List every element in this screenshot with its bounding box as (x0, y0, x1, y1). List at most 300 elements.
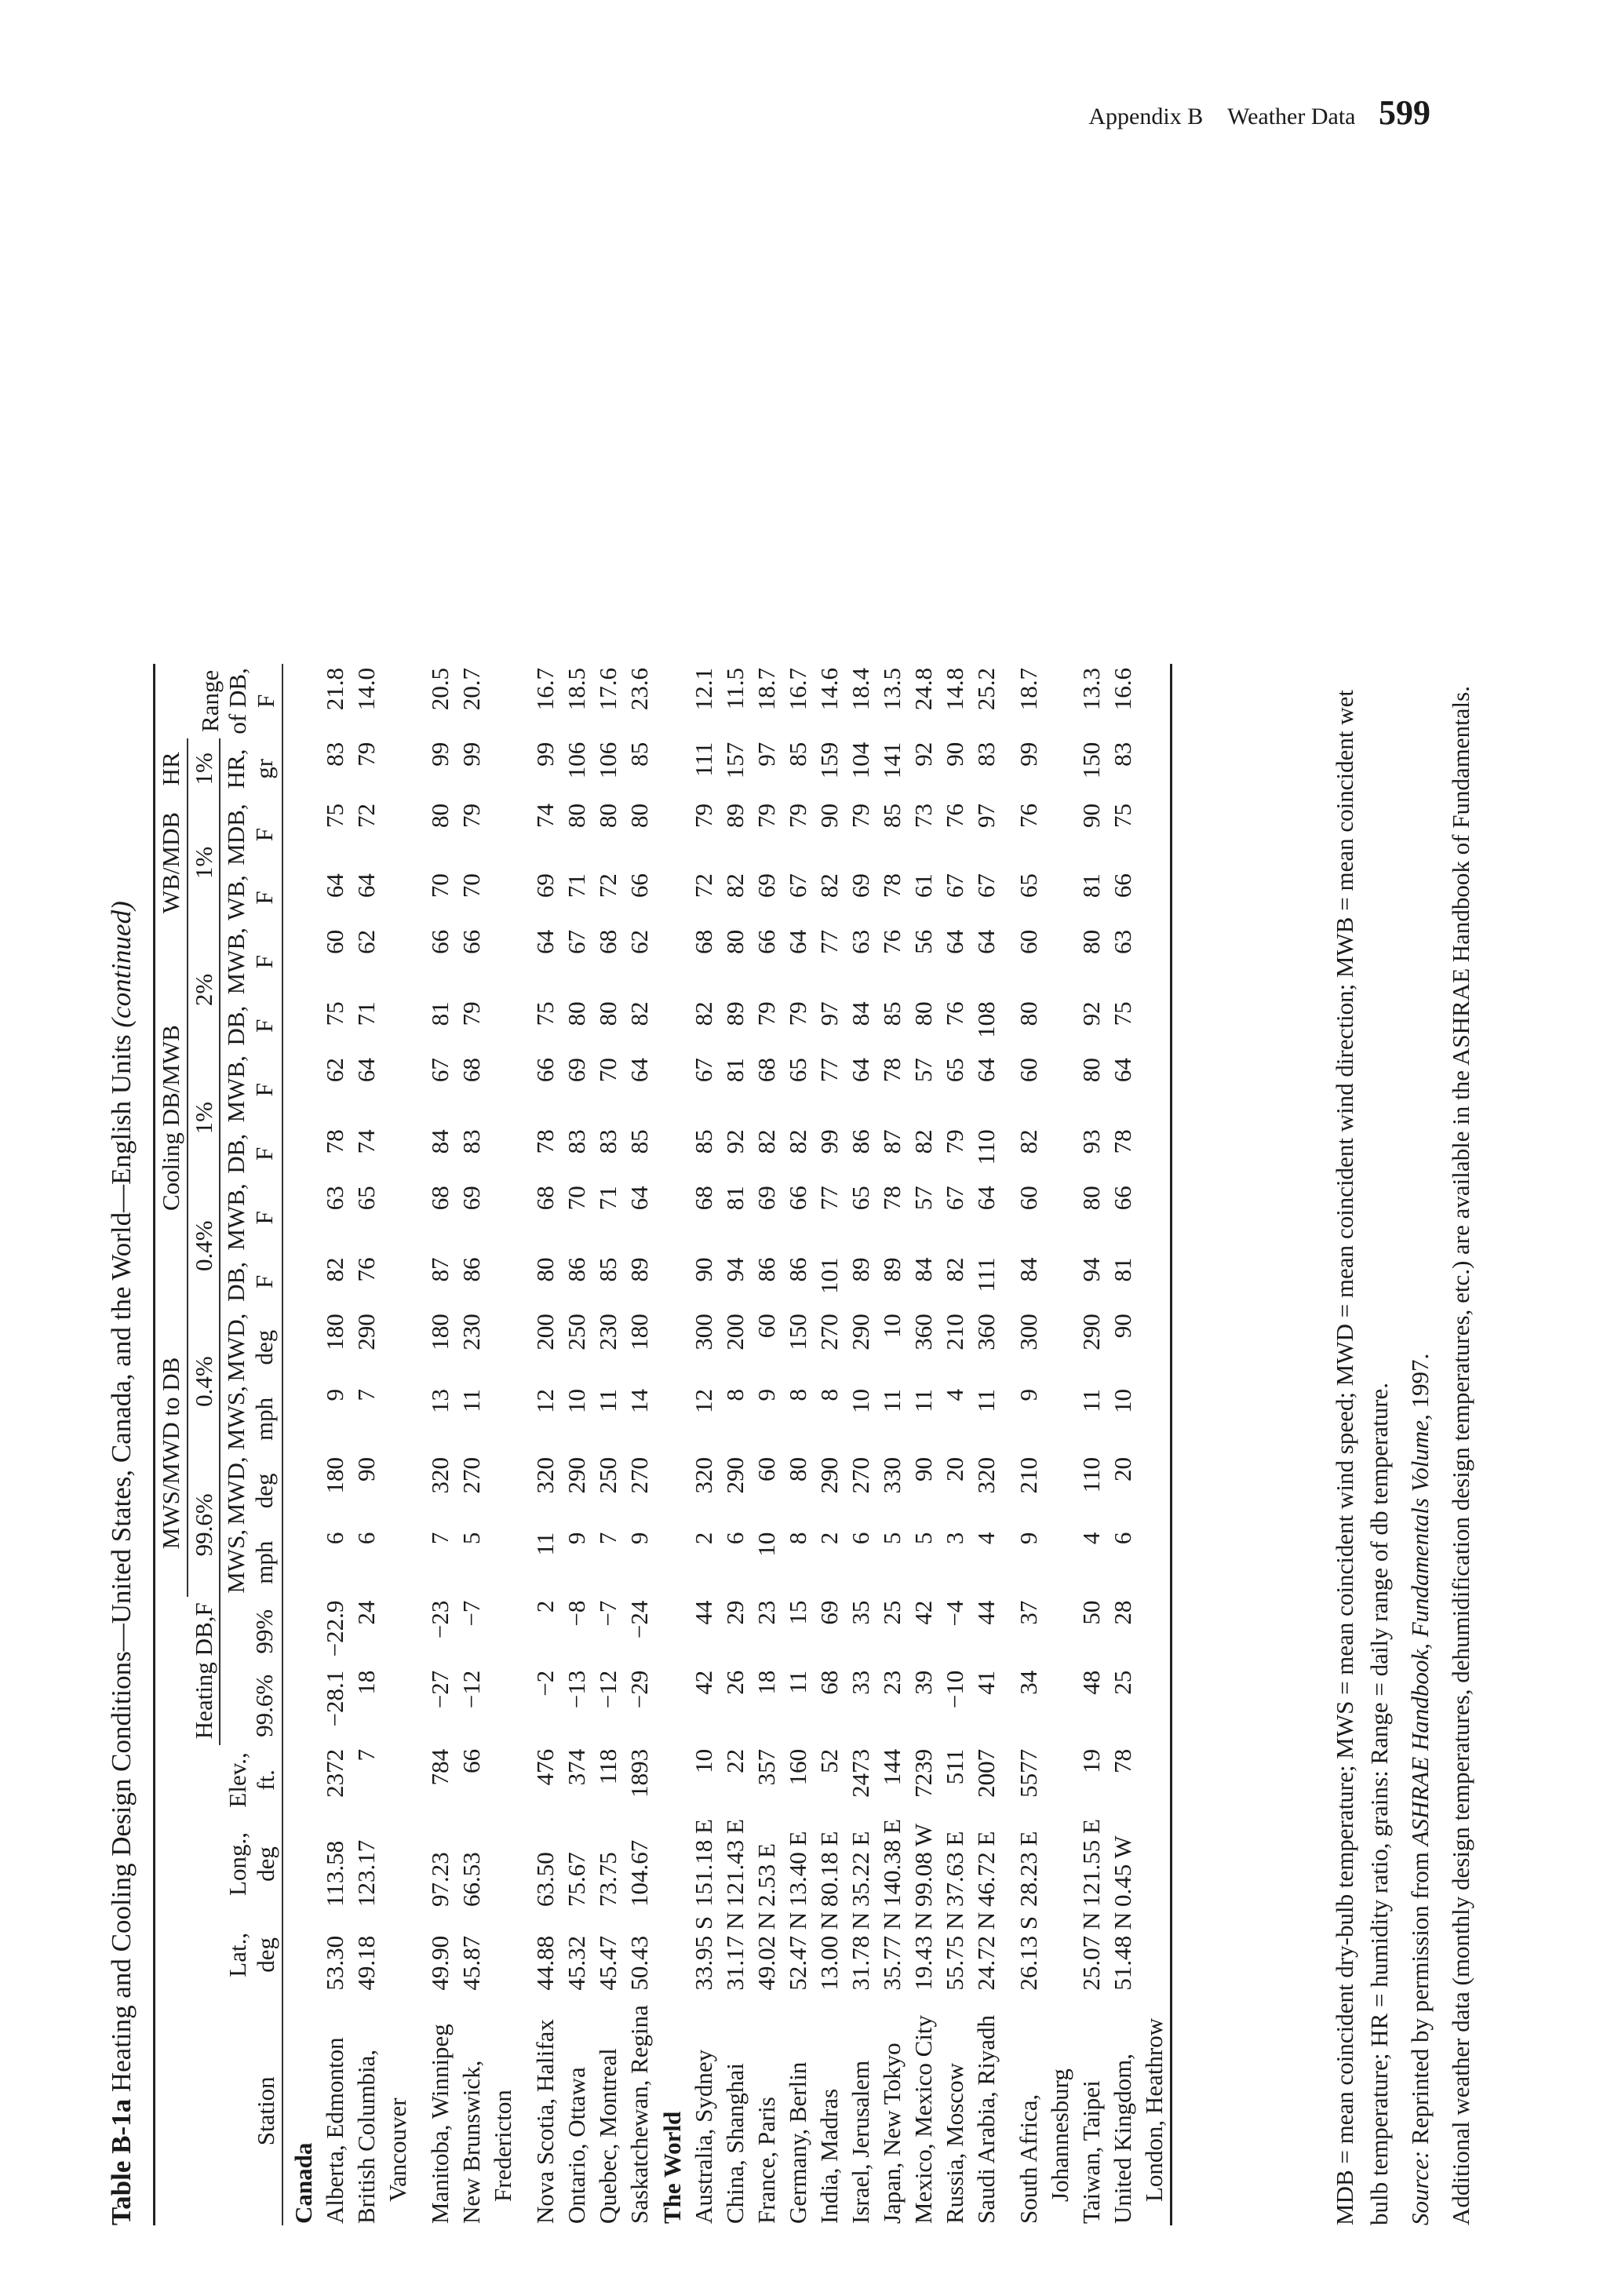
cell-mwb2: 77 (814, 929, 843, 954)
cell-lat: 33.95 S (689, 1915, 717, 1991)
cell-wb: 78 (877, 873, 906, 898)
cell-lon: 73.75 (593, 1852, 621, 1908)
cell-lat: 45.47 (593, 1935, 621, 1991)
cell-mwd1: 20 (1108, 1456, 1136, 1481)
cell-mdb: 79 (752, 804, 780, 828)
cell-mws2: 12 (689, 1388, 717, 1413)
cell-lat: 35.77 N (877, 1912, 906, 1991)
cell-mwd2: 270 (814, 1314, 843, 1350)
cell-wb: 69 (752, 873, 780, 898)
cell-mwd1: 270 (457, 1456, 485, 1494)
table-row (456, 664, 487, 2225)
cell-mwb2: 68 (689, 929, 717, 954)
cell-lon: 75.67 (562, 1852, 590, 1908)
cell-db1: 82 (1014, 1129, 1042, 1154)
cell-mwd1: 320 (530, 1456, 559, 1494)
cell-db1: 82 (909, 1129, 937, 1154)
source-note (1403, 656, 1438, 2225)
cell-wb: 67 (971, 873, 1000, 898)
cell-mwb04: 66 (1108, 1186, 1136, 1211)
cell-db2: 75 (320, 1001, 348, 1026)
cell-wb: 66 (1108, 873, 1136, 898)
cell-db2: 97 (814, 1001, 843, 1026)
cell-hr: 83 (320, 742, 348, 767)
station-name: Israel, Jerusalem (846, 2060, 874, 2224)
cell-mws1: 11 (530, 1532, 559, 1556)
cell-mdb: 80 (593, 804, 621, 828)
cell-hr: 83 (971, 742, 1000, 767)
cell-mws2: 8 (720, 1388, 749, 1401)
cell-hr: 106 (562, 742, 590, 779)
col-heat-99: 99% (250, 1609, 278, 1654)
col-elev: Elev., ft. (224, 1752, 279, 1808)
cell-db04: 84 (909, 1257, 937, 1282)
cell-mwb04: 57 (909, 1186, 937, 1211)
cell-db1: 92 (720, 1129, 749, 1154)
station-name: South Africa, (1014, 2094, 1042, 2224)
cell-db1: 83 (593, 1129, 621, 1154)
cell-h996: 18 (752, 1670, 780, 1695)
cell-db04: 86 (752, 1257, 780, 1282)
cell-mwd2: 200 (720, 1314, 749, 1350)
cell-db04: 111 (971, 1257, 1000, 1292)
cell-h996: 25 (1108, 1670, 1136, 1695)
cell-lat: 51.48 N (1108, 1912, 1136, 1991)
cell-mwb04: 67 (940, 1186, 968, 1211)
cell-mdb: 74 (530, 804, 559, 828)
cell-mws2: 10 (1108, 1388, 1136, 1413)
cell-mdb: 80 (425, 804, 454, 828)
cell-hr: 83 (1108, 742, 1136, 767)
cell-elev: 2473 (846, 1748, 874, 1798)
cell-mws1: 5 (909, 1532, 937, 1545)
cell-mwb1: 68 (457, 1058, 485, 1083)
cell-h99: −22.9 (320, 1600, 348, 1657)
source-book: ASHRAE Handbook, Fundamentals Volume (1406, 1420, 1434, 1846)
cell-range: 11.5 (720, 668, 749, 710)
cell-mwd2: 290 (1077, 1314, 1105, 1350)
cell-db2: 82 (625, 1001, 653, 1026)
cell-db04: 89 (625, 1257, 653, 1282)
cell-lon: 121.55 E (1077, 1819, 1105, 1908)
station-name: Germany, Berlin (783, 2061, 811, 2224)
cell-mwd1: 90 (352, 1456, 380, 1481)
cell-db1: 85 (625, 1129, 653, 1154)
cell-mwb2: 66 (752, 929, 780, 954)
cell-h996: 26 (720, 1670, 749, 1695)
cell-mwb2: 64 (783, 929, 811, 954)
cell-elev: 10 (689, 1748, 717, 1773)
cell-elev: 476 (530, 1748, 559, 1786)
page-number: 599 (1379, 93, 1430, 132)
cell-mws2: 12 (530, 1388, 559, 1413)
cell-db2: 80 (909, 1001, 937, 1026)
section-title: Canada (289, 2142, 317, 2224)
col-hr: HR, gr (222, 749, 278, 789)
cell-h99: 24 (352, 1600, 380, 1625)
cell-lon: 97.23 (425, 1852, 454, 1908)
cell-mwd2: 150 (783, 1314, 811, 1350)
cell-lat: 45.32 (562, 1935, 590, 1991)
cell-mwb1: 67 (689, 1058, 717, 1083)
station-name-continued: Johannesburg (1045, 2068, 1073, 2202)
cell-db1: 84 (425, 1129, 454, 1154)
table-title (106, 901, 137, 2225)
chapter-title: Weather Data (1227, 104, 1356, 129)
cell-mwd1: 20 (940, 1456, 968, 1481)
station-name: Japan, New Tokyo (877, 2043, 906, 2224)
cell-elev: 784 (425, 1748, 454, 1786)
cell-hr: 150 (1077, 742, 1105, 779)
cell-db04: 82 (940, 1257, 968, 1282)
cell-range: 18.5 (562, 668, 590, 711)
cell-range: 23.6 (625, 668, 653, 711)
cell-mwd2: 10 (877, 1314, 906, 1339)
cell-h996: 11 (783, 1670, 811, 1694)
cell-db2: 75 (530, 1001, 559, 1026)
cell-elev: 357 (752, 1748, 780, 1786)
cell-db2: 92 (1077, 1001, 1105, 1026)
cell-lat: 25.07 N (1077, 1912, 1105, 1991)
cell-mws1: 2 (689, 1532, 717, 1545)
table-notes (1328, 656, 1478, 2225)
weather-table-wrapper (153, 664, 1172, 2225)
col-lat: Lat., deg (224, 1932, 279, 1977)
cell-db2: 84 (846, 1001, 874, 1026)
cell-mws2: 9 (1014, 1388, 1042, 1401)
cell-mws2: 9 (752, 1388, 780, 1401)
cell-wb: 66 (625, 873, 653, 898)
cell-h99: −7 (593, 1600, 621, 1627)
cell-range: 25.2 (971, 668, 1000, 711)
cell-wb: 61 (909, 873, 937, 898)
cell-mws1: 10 (752, 1532, 780, 1557)
group-cooling: Cooling DB/MWB (155, 926, 188, 1310)
cell-mdb: 72 (352, 804, 380, 828)
col-db-1: DB, F (222, 1133, 278, 1174)
cell-elev: 1893 (625, 1748, 653, 1798)
cell-mws1: 3 (940, 1532, 968, 1545)
cell-h996: 68 (814, 1670, 843, 1695)
cell-mwd2: 250 (562, 1314, 590, 1350)
cell-mwb04: 60 (1014, 1186, 1042, 1211)
group-heating: Heating DB,F (155, 1597, 220, 1745)
spacer-cell (1002, 664, 1013, 2225)
cell-mwb1: 65 (783, 1058, 811, 1083)
cell-lat: 31.17 N (720, 1912, 749, 1991)
section-row (655, 664, 688, 2225)
cell-wb: 64 (352, 873, 380, 898)
cell-mwb2: 62 (625, 929, 653, 954)
col-mws-1: MWS, mph (222, 1529, 278, 1594)
cell-range: 24.8 (909, 668, 937, 711)
cell-h996: 33 (846, 1670, 874, 1695)
cell-db1: 82 (783, 1129, 811, 1154)
cell-mws1: 6 (352, 1532, 380, 1545)
cell-mwb1: 77 (814, 1058, 843, 1083)
station-name-continued: Fredericton (488, 2090, 516, 2202)
rotated-page-content (102, 180, 1483, 2257)
station-name: Quebec, Montreal (593, 2048, 621, 2224)
cell-h99: 44 (689, 1600, 717, 1625)
additional-note: Additional weather data (monthly design temperatures, dehumidification design temperatures, etc.) are available in the ASHRAE Handbook of Fundamentals. (1447, 686, 1474, 2225)
cell-h99: −23 (425, 1600, 454, 1639)
cell-mwb1: 57 (909, 1058, 937, 1083)
cell-lat: 44.88 (530, 1935, 559, 1991)
cell-mwd1: 290 (814, 1456, 843, 1494)
cell-mws2: 11 (909, 1388, 937, 1412)
cell-db04: 90 (689, 1257, 717, 1282)
cell-mwb04: 69 (457, 1186, 485, 1211)
col-mwb-04: MWB, F (222, 1183, 278, 1251)
cell-mwd1: 60 (752, 1456, 780, 1481)
cell-h996: 23 (877, 1670, 906, 1695)
cell-mws1: 9 (1014, 1532, 1042, 1545)
station-name: United Kingdom, (1108, 2054, 1136, 2224)
cell-mwd2: 360 (971, 1314, 1000, 1350)
cell-h996: −2 (530, 1670, 559, 1696)
cell-mwb2: 66 (457, 929, 485, 954)
cell-lon: 121.43 E (720, 1819, 749, 1908)
cell-db04: 86 (562, 1257, 590, 1282)
cell-mwd1: 270 (625, 1456, 653, 1494)
cell-lat: 13.00 N (814, 1912, 843, 1991)
station-name: Saskatchewan, Regina (625, 2005, 653, 2224)
cell-range: 12.1 (689, 668, 717, 711)
table-row (425, 664, 456, 2225)
cell-wb: 72 (593, 873, 621, 898)
cell-wb: 70 (457, 873, 485, 898)
cell-hr: 99 (425, 742, 454, 767)
cell-range: 18.7 (752, 668, 780, 711)
cell-mwb04: 80 (1077, 1186, 1105, 1211)
cell-mwb04: 77 (814, 1186, 843, 1211)
cell-mwd2: 230 (457, 1314, 485, 1350)
weather-data-table (155, 664, 1170, 2225)
cell-mws1: 7 (425, 1532, 454, 1545)
table-row (720, 664, 751, 2225)
group-mws-mwd: MWS/MWD to DB (155, 1310, 188, 1596)
cell-mwd2: 180 (320, 1314, 348, 1350)
cell-wb: 81 (1077, 873, 1105, 898)
cell-mws2: 9 (320, 1388, 348, 1401)
cell-db1: 78 (320, 1129, 348, 1154)
row-spacer (519, 664, 530, 2225)
cell-elev: 66 (457, 1748, 485, 1773)
cell-mdb: 79 (846, 804, 874, 828)
cell-h99: 25 (877, 1600, 906, 1625)
station-name: Taiwan, Taipei (1077, 2080, 1105, 2224)
cell-mwd1: 290 (720, 1456, 749, 1494)
cell-elev: 78 (1108, 1748, 1136, 1773)
cell-mdb: 79 (457, 804, 485, 828)
cell-elev: 52 (814, 1748, 843, 1773)
cell-wb: 72 (689, 873, 717, 898)
table-row (751, 664, 782, 2225)
cell-h99: 23 (752, 1600, 780, 1625)
cell-mwb1: 60 (1014, 1058, 1042, 1083)
table-label: Table B-1a (106, 2098, 137, 2225)
section-title: The World (658, 2111, 686, 2224)
cell-h99: 28 (1108, 1600, 1136, 1625)
table-row (876, 664, 908, 2225)
continued-note: (continued) (106, 901, 137, 1028)
cell-h99: 42 (909, 1600, 937, 1625)
cell-db04: 86 (783, 1257, 811, 1282)
table-body (282, 664, 1170, 2225)
cell-h99: 2 (530, 1600, 559, 1613)
col-db-04: DB, F (222, 1261, 278, 1302)
cell-lat: 49.02 N (752, 1912, 780, 1991)
cell-elev: 374 (562, 1748, 590, 1786)
cell-db1: 110 (971, 1129, 1000, 1165)
cell-mws1: 9 (625, 1532, 653, 1545)
sub-hr-1: 1% (188, 738, 220, 800)
table-row (530, 664, 561, 2225)
cell-lat: 55.75 N (940, 1912, 968, 1991)
cell-range: 18.7 (1014, 668, 1042, 711)
sub-cool-2: 2% (188, 926, 220, 1054)
cell-mwd2: 180 (425, 1314, 454, 1350)
cell-hr: 157 (720, 742, 749, 779)
col-mwd-2: MWD, deg (222, 1313, 278, 1382)
row-spacer (1002, 664, 1013, 2225)
cell-range: 14.6 (814, 668, 843, 711)
station-name: British Columbia, (352, 2049, 380, 2224)
cell-mwb04: 66 (783, 1186, 811, 1211)
col-mwb-2: MWB, F (222, 928, 278, 995)
cell-mws1: 6 (846, 1532, 874, 1545)
cell-mdb: 90 (814, 804, 843, 828)
cell-mwb1: 70 (593, 1058, 621, 1083)
cell-mwd1: 250 (593, 1456, 621, 1494)
table-row-continuation (487, 664, 519, 2225)
cell-h99: −8 (562, 1600, 590, 1627)
cell-mwb1: 64 (625, 1058, 653, 1083)
group-hr: HR (155, 738, 188, 800)
cell-mdb: 85 (877, 804, 906, 828)
source-label: Source: (1406, 2150, 1434, 2225)
cell-db2: 75 (1108, 1001, 1136, 1026)
table-row-continuation (1044, 664, 1076, 2225)
cell-mwd2: 210 (940, 1314, 968, 1350)
table-row (971, 664, 1002, 2225)
cell-h996: 42 (689, 1670, 717, 1695)
col-mws-2: MWS, mph (222, 1386, 278, 1450)
cell-elev: 7239 (909, 1748, 937, 1798)
cell-elev: 2372 (320, 1748, 348, 1798)
station-name: India, Madras (814, 2088, 843, 2224)
cell-db04: 86 (457, 1257, 485, 1282)
table-caption: Heating and Cooling Design Conditions—United States, Canada, and the World—English Units (106, 1027, 137, 2099)
cell-mwd1: 80 (783, 1456, 811, 1481)
cell-elev: 2007 (971, 1748, 1000, 1798)
table-row (939, 664, 971, 2225)
cell-h99: −7 (457, 1600, 485, 1627)
cell-mwb1: 78 (877, 1058, 906, 1083)
sub-cool-1: 1% (188, 1054, 220, 1182)
cell-db1: 78 (530, 1129, 559, 1154)
station-name: Russia, Moscow (940, 2063, 968, 2224)
cell-mwb04: 81 (720, 1186, 749, 1211)
cell-lon: 2.53 E (752, 1843, 780, 1908)
cell-h996: −12 (457, 1670, 485, 1709)
cell-mwd2: 90 (1108, 1314, 1136, 1339)
station-name-continued: Vancouver (383, 2097, 411, 2202)
cell-lon: 66.53 (457, 1852, 485, 1908)
cell-db04: 89 (846, 1257, 874, 1282)
cell-mwd2: 290 (846, 1314, 874, 1350)
cell-mdb: 75 (320, 804, 348, 828)
cell-db2: 71 (352, 1001, 380, 1026)
cell-lat: 31.78 N (846, 1912, 874, 1991)
cell-mws2: 4 (940, 1388, 968, 1401)
cell-db1: 99 (814, 1129, 843, 1154)
table-row (1076, 664, 1107, 2225)
cell-db04: 81 (1108, 1257, 1136, 1282)
table-row (908, 664, 939, 2225)
cell-range: 20.5 (425, 668, 454, 711)
cell-mwb2: 63 (846, 929, 874, 954)
cell-elev: 160 (783, 1748, 811, 1786)
station-name: France, Paris (752, 2097, 780, 2224)
col-mwb-1: MWB, F (222, 1055, 278, 1123)
cell-hr: 141 (877, 742, 906, 779)
cell-db04: 89 (877, 1257, 906, 1282)
col-mwd-1: MWD, deg (222, 1456, 278, 1525)
cell-mwb2: 64 (940, 929, 968, 954)
col-mdb: MDB, F (222, 804, 278, 866)
cell-mwd1: 320 (689, 1456, 717, 1494)
cell-lon: 37.63 E (940, 1831, 968, 1908)
cell-wb: 64 (320, 873, 348, 898)
cell-range: 13.5 (877, 668, 906, 711)
cell-mdb: 80 (562, 804, 590, 828)
cell-mwb2: 56 (909, 929, 937, 954)
cell-h99: −4 (940, 1600, 968, 1627)
cell-wb: 65 (1014, 873, 1042, 898)
cell-lat: 26.13 S (1014, 1915, 1042, 1991)
cell-mwb04: 65 (846, 1186, 874, 1211)
cell-h996: −10 (940, 1670, 968, 1709)
cell-lon: 28.23 E (1014, 1831, 1042, 1908)
cell-mws2: 11 (457, 1388, 485, 1412)
cell-db2: 80 (593, 1001, 621, 1026)
cell-hr: 79 (352, 742, 380, 767)
cell-mwb2: 60 (320, 929, 348, 954)
cell-h996: 39 (909, 1670, 937, 1695)
cell-mws2: 10 (562, 1388, 590, 1413)
cell-db2: 82 (689, 1001, 717, 1026)
table-row (814, 664, 845, 2225)
cell-mws1: 5 (877, 1532, 906, 1545)
cell-mws2: 7 (352, 1388, 380, 1401)
col-station: Station (251, 2076, 279, 2146)
cell-mwd1: 330 (877, 1456, 906, 1494)
cell-mwb1: 66 (530, 1058, 559, 1083)
cell-lon: 80.18 E (814, 1831, 843, 1908)
cell-lon: 140.38 E (877, 1819, 906, 1908)
cell-mwb1: 80 (1077, 1058, 1105, 1083)
cell-range: 17.6 (593, 668, 621, 711)
appendix-label: Appendix B (1088, 104, 1204, 129)
cell-mwb04: 68 (530, 1186, 559, 1211)
cell-mwb2: 76 (877, 929, 906, 954)
station-name: New Brunswick, (457, 2060, 485, 2224)
station-name: Manitoba, Winnipeg (425, 2024, 454, 2224)
cell-range: 13.3 (1077, 668, 1105, 711)
cell-h996: 48 (1077, 1670, 1105, 1695)
